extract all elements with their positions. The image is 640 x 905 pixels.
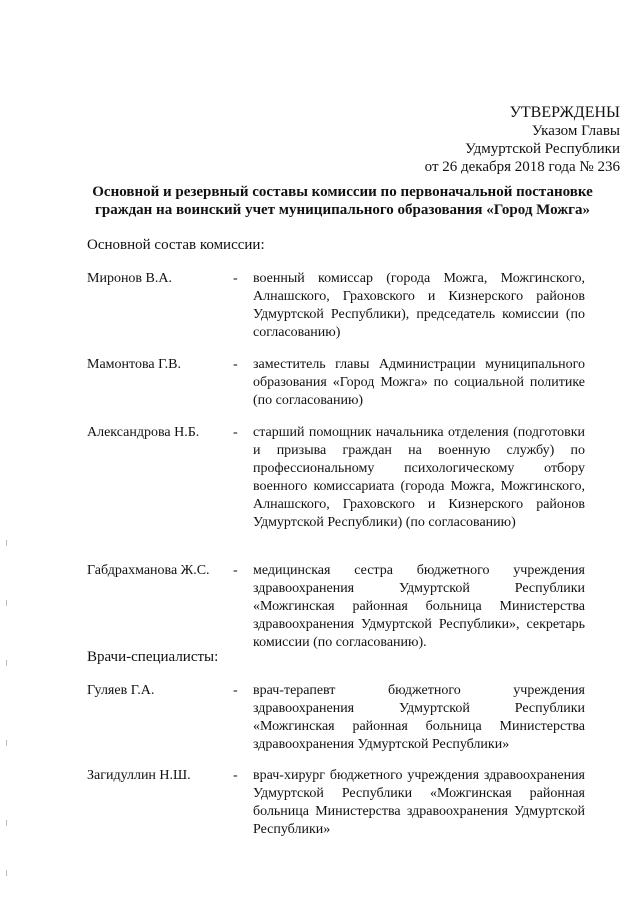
member-name: Александрова Н.Б. xyxy=(87,425,200,440)
member-description: медицинская сестра бюджетного учреждения здравоохранения Удмуртской Республики «Можгинская районная больница Министерства здравоохранения Удмуртской Республики», секретарь комиссии (по согласованию). xyxy=(253,563,585,650)
approval-republic: Удмуртской Республики xyxy=(465,141,620,157)
member-description: заместитель главы Администрации муниципального образования «Город Можга» по социальной политике (по согласованию) xyxy=(253,357,585,408)
approval-stamp xyxy=(380,104,620,176)
specialist-dash: - xyxy=(233,683,238,698)
member-dash: - xyxy=(233,357,238,372)
member-dash: - xyxy=(233,271,238,286)
member-name: Мамонтова Г.В. xyxy=(87,357,181,372)
approval-heading: УТВЕРЖДЕНЫ xyxy=(509,104,620,121)
document-title: Основной и резервный составы комиссии по первоначальной постановке граждан на воинский учет муниципального образования «Город Можга» xyxy=(92,184,593,218)
approval-decree: Указом Главы xyxy=(531,123,620,139)
member-dash: - xyxy=(233,563,238,578)
specialist-name: Загидуллин Н.Ш. xyxy=(87,768,191,783)
main-section-label: Основной состав комиссии: xyxy=(87,237,265,253)
member-description: старший помощник начальника отделения (подготовки и призыва граждан на военную службу) по профессиональному психологическому отбору военного комиссариата (города Можга, Можгинского, Алнашского, Граховского и Кизнерского районов Удмуртской Республики) (по согласованию) xyxy=(253,425,585,530)
member-dash: - xyxy=(233,425,238,440)
member-name: Миронов В.А. xyxy=(87,271,172,286)
specialist-description: врач-терапевт бюджетного учреждения здравоохранения Удмуртской Республики «Можгинская районная больница Министерства здравоохранения Удмуртской Республики» xyxy=(253,683,585,752)
member-name: Габдрахманова Ж.С. xyxy=(87,563,210,578)
specialist-description: врач-хирург бюджетного учреждения здравоохранения Удмуртской Республики «Можгинская районная больница Министерства здравоохранения Удмуртской Республики» xyxy=(253,768,585,837)
specialists-label: Врачи-специалисты: xyxy=(87,649,219,665)
approval-date: от 26 декабря 2018 года № 236 xyxy=(424,159,620,175)
specialist-dash: - xyxy=(233,768,238,783)
specialist-name: Гуляев Г.А. xyxy=(87,683,155,698)
scan-edge-marks xyxy=(6,540,8,890)
member-description: военный комиссар (города Можга, Можгинского, Алнашского, Граховского и Кизнерского районов Удмуртской Республики), председатель комиссии (по согласованию) xyxy=(253,271,585,340)
